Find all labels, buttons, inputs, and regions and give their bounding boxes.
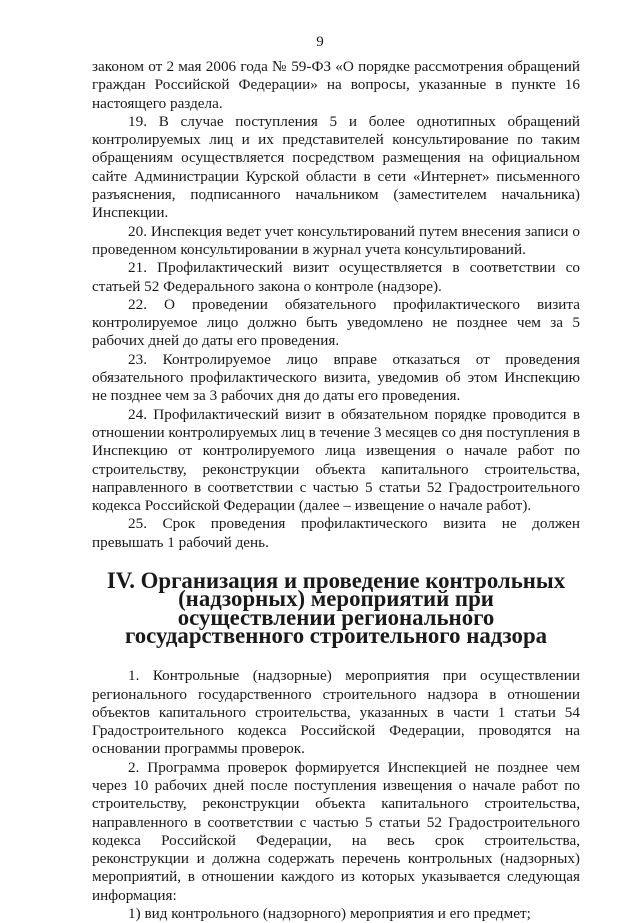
- paragraph-23: 23. Контролируемое лицо вправе отказаться от проведения обязательного профилактического визита, уведомив об этом Инспекцию не позднее чем за 3 рабочих дня до даты его проведения.: [92, 350, 580, 405]
- paragraph-21: 21. Профилактический визит осуществляется в соответствии со статьей 52 Федерального закона о контроле (надзоре).: [92, 259, 580, 295]
- paragraph-19: 19. В случае поступления 5 и более однотипных обращений контролируемых лиц и их представителей консультирование по таким обращениям осуществляется посредством размещения на официальном сайте Администрации Курской области в сети «Интернет» письменного разъяснения, подписанного начальником (заместителем начальника) Инспекции.: [92, 112, 580, 222]
- paragraph-22: 22. О проведении обязательного профилактического визита контролируемое лицо должно быть уведомлено не позднее чем за 5 рабочих дней до даты его проведения.: [92, 295, 580, 350]
- paragraph-25: 25. Срок проведения профилактического визита не должен превышать 1 рабочий день.: [92, 515, 580, 551]
- section-paragraph-1: 1. Контрольные (надзорные) мероприятия при осуществлении регионального государственного строительного надзора в отношении объектов капитального строительства, указанных в части 1 статьи 54 Градостроительного кодекса Российской Федерации, проводятся на основании программы проверок.: [92, 667, 580, 758]
- section-heading: IV. Организация и проведение контрольных (надзорных) мероприятий при осуществлении регионального государственного строительного надзора: [106, 568, 566, 648]
- section-paragraph-2: 2. Программа проверок формируется Инспекцией не позднее чем через 10 рабочих дней после поступления извещения о начале работ по строительству, реконструкции объекта капитального строительства, направленного в соответствии с частью 5 статьи 52 Градостроительного кодекса Российской Федерации, на весь срок строительства, реконструкции и должна содержать перечень контрольных (надзорных) мероприятий, в отношении каждого из которых указывается следующая информация:: [92, 758, 580, 904]
- list-item-1: 1) вид контрольного (надзорного) мероприятия и его предмет;: [128, 905, 531, 923]
- page-number: 9: [316, 34, 324, 50]
- paragraph-continuation: законом от 2 мая 2006 года № 59-ФЗ «О порядке рассмотрения обращений граждан Российской Федерации» на вопросы, указанные в пункте 16 настоящего раздела.: [92, 58, 580, 112]
- paragraph-24: 24. Профилактический визит в обязательном порядке проводится в отношении контролируемых лиц в течение 3 месяцев со дня поступления в Инспекцию от контролируемого лица извещения о начале работ по строительству, реконструкции объекта капитального строительства, направленного в соответствии с частью 5 статьи 52 Градостроительного кодекса Российской Федерации (далее – извещение о начале работ).: [92, 405, 580, 515]
- paragraph-20: 20. Инспекция ведет учет консультирований путем внесения записи о проведенном консультировании в журнал учета консультирований.: [92, 222, 580, 258]
- document-body: [92, 58, 580, 923]
